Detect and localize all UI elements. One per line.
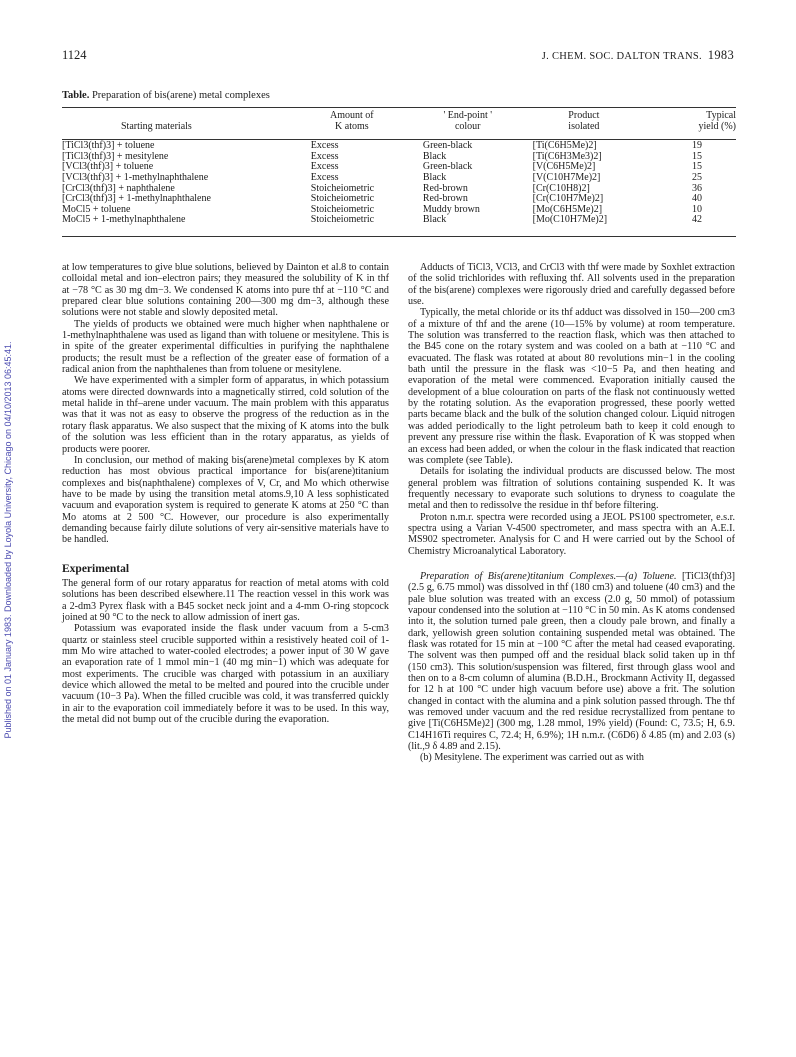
- cell-k-atoms: Stoicheiometric: [310, 193, 375, 205]
- journal-title: J. CHEM. SOC. DALTON TRANS.: [541, 51, 702, 62]
- cell-end-point-colour: Black: [422, 150, 447, 162]
- table-bottom-rule: [62, 236, 736, 237]
- cell-end-point-colour: Black: [422, 171, 447, 183]
- cell-k-atoms: Excess: [310, 161, 339, 173]
- cell-k-atoms: Excess: [310, 171, 339, 183]
- table-body: [62, 136, 736, 226]
- cell-yield: 36: [692, 182, 702, 194]
- cell-yield: 42: [692, 214, 702, 226]
- cell-starting-materials: [CrCl3(thf)3] + naphthalene: [62, 182, 175, 194]
- cell-end-point-colour: Red-brown: [422, 193, 468, 205]
- subsection-title: Preparation of Bis(arene)titanium Complexes.—(a) Toluene.: [420, 570, 677, 582]
- cell-k-atoms: Excess: [310, 140, 339, 152]
- table-caption-label: Table.: [62, 90, 90, 101]
- download-stamp: [0, 0, 16, 1057]
- paragraph: (b) Mesitylene. The experiment was carried out as with: [420, 752, 644, 764]
- complexes-table: [62, 111, 736, 226]
- header-end-point-colour: ' End-point ' colour: [443, 110, 493, 132]
- cell-end-point-colour: Green-black: [422, 140, 473, 152]
- paragraph: In conclusion, our method of making bis(arene)metal complexes by K atom reduction has most obvious practical importance for bis(arene)titanium complexes and bis(naphthalene) complexes of V, Cr, and Mo which otherwise have to be made by using the transition metal atoms.9,10 A less sophisticated vacuum and evaporation system is required to generate K atoms at 250 °C than Mo atoms at 2 500 °C. However, our procedure is also experimentally demanding because fairly dilute solutions of very air-sensitive materials have to be handled.: [62, 454, 389, 546]
- table-row: [62, 152, 736, 163]
- paragraph: The general form of our rotary apparatus for reaction of metal atoms with cold solutions has been described elsewhere.11 The reaction vessel in this work was a 2-dm3 Pyrex flask with a B45 socket neck joint and a 4-mm O-ring stopcock joined at 90 °C to the neck to allow admission of inert gas.: [62, 577, 389, 623]
- cell-product: [Mo(C6H5Me)2]: [532, 203, 603, 215]
- cell-yield: 19: [692, 140, 702, 152]
- header-starting-materials: Starting materials: [120, 120, 192, 132]
- journal-header: [542, 48, 734, 63]
- cell-end-point-colour: Green-black: [422, 161, 473, 173]
- cell-k-atoms: Stoicheiometric: [310, 182, 375, 194]
- journal-year: 1983: [707, 48, 734, 62]
- subsection-paragraph: [408, 571, 735, 753]
- table-row: [62, 173, 736, 184]
- cell-yield: 15: [692, 150, 702, 162]
- table-caption: [62, 90, 270, 101]
- cell-yield: 10: [692, 203, 702, 215]
- cell-end-point-colour: Muddy brown: [422, 203, 480, 215]
- cell-yield: 40: [692, 193, 702, 205]
- table-header-row: [62, 111, 736, 136]
- table-row: [62, 136, 736, 152]
- table-top-rule: [62, 107, 736, 108]
- table-row: [62, 215, 736, 226]
- cell-starting-materials: [CrCl3(thf)3] + 1-methylnaphthalene: [62, 193, 211, 205]
- subsection-text: [TiCl3(thf)3] (2.5 g, 6.75 mmol) was dissolved in thf (180 cm3) and toluene (40 cm3) and the pale blue solution was treated with an excess (2.0 g, 50 mmol) of potassium vapour condensed into the solution at −110 °C in 50 min. As K atoms condensed into it, the solution turned pale green, then a cloudy pale brown, and finally a dark, yellowish green solution containing suspended metal was obtained. The flask was rotated for 15 min at −100 °C after the metal had ceased evaporating. The solvent was then pumped off and the residual black solid taken up in thf (150 cm3). This solution/suspension was filtered, first through glass wool and then on to a 8-cm column of alumina (B.D.H., Brockmann Activity II, degassed for 12 h at 100 °C under high vacuum before use) above a frit. The solution changed in contact with the alumina and a pink solution passed through. The thf was removed under vacuum and the red residue recrystallized from pentane to give [Ti(C6H5Me)2] (300 mg, 1.28 mmol, 19% yield) (Found: C, 73.5; H, 6.9. C14H16Ti requires C, 72.4; H, 6.9%); 1H n.m.r. (C6D6) δ 4.85 (m) and 2.03 (s) (lit.,9 δ 4.89 and 2.15).: [408, 570, 736, 753]
- paragraph: Typically, the metal chloride or its thf adduct was dissolved in 150—200 cm3 of a mixture of thf and the arene (10—15% by volume) at room temperature. The solution was transferred to the reaction flask, which was then attached to the B45 cone on the rotary system and was cooled on a bath at −110 °C and evacuated. The flask was rotated at about 80 revolutions min−1 in the cooling bath until the pressure in the flask was <10−5 Pa, and then heating and evaporation of the metal were commenced. Evaporation initially caused the development of a blue colouration on parts of the flask not continuously wetted by the rotating solution. As the evaporation progressed, these poorly wetted parts became black and the bulk of the solution changed colour. Liquid nitrogen was added periodically to the light petroleum bath to keep it cold enough to prevent any pressure rise within the flask. Evaporation of K was stopped when an excess had been added, or when the colour in the flask indicated that reaction was complete (see Table).: [408, 307, 735, 466]
- section-heading-experimental: Experimental: [62, 562, 130, 575]
- cell-end-point-colour: Black: [422, 214, 447, 226]
- paragraph: at low temperatures to give blue solutions, believed by Dainton et al.8 to contain colloidal metal and ion–electron pairs; they measured the solubility of K in thf at −78 °C as 30 mg dm−3. We condensed K atoms into pure thf at −110 °C and prepared clear blue solutions containing 200—300 mg dm−3, although these solutions were not stable and slowly deposited metal.: [62, 262, 389, 319]
- paragraph: Details for isolating the individual products are discussed below. The most general problem was filtration of solutions containing suspended K. It was frequently necessary to evaporate such solutions to dryness to coagulate the metal and then to redissolve the residue in thf before filtering.: [408, 466, 735, 512]
- cell-product: [Mo(C10H7Me)2]: [532, 214, 608, 226]
- paragraph: Proton n.m.r. spectra were recorded using a JEOL PS100 spectrometer, e.s.r. spectra using a Varian V-4500 spectrometer, and mass spectra with an A.E.I. MS902 spectrometer. Analysis for C and H were carried out by the School of Chemistry Microanalytical Laboratory.: [408, 511, 735, 557]
- cell-product: [V(C10H7Me)2]: [532, 171, 601, 183]
- paragraph: Adducts of TiCl3, VCl3, and CrCl3 with thf were made by Soxhlet extraction of the solid trichlorides with refluxing thf. All solvents used in the preparation of the bis(arene) complexes were rigorously dried and carefully degassed before use.: [408, 262, 735, 308]
- cell-product: [Ti(C6H3Me3)2]: [532, 150, 602, 162]
- header-k-atoms: Amount of K atoms: [330, 110, 374, 132]
- cell-starting-materials: MoCl5 + 1-methylnaphthalene: [62, 214, 186, 226]
- cell-starting-materials: [TiCl3(thf)3] + toluene: [62, 140, 155, 152]
- paragraph: We have experimented with a simpler form of apparatus, in which potassium atoms were directed downwards into a magnetically stirred, cold solution of the metal halide in thf–arene under vacuum. The main problem with this apparatus was that it was not as easy to observe the progress of the reduction as in the rotary flask apparatus. We also suspect that the mixing of K atoms into the bulk of the solution was less efficient than in the rotary apparatus, as yields of products were poorer.: [62, 375, 389, 455]
- cell-starting-materials: [VCl3(thf)3] + 1-methylnaphthalene: [62, 171, 209, 183]
- cell-end-point-colour: Red-brown: [422, 182, 468, 194]
- cell-starting-materials: [VCl3(thf)3] + toluene: [62, 161, 154, 173]
- cell-k-atoms: Excess: [310, 150, 339, 162]
- cell-starting-materials: [TiCl3(thf)3] + mesitylene: [62, 150, 169, 162]
- page-header: [62, 48, 734, 62]
- header-yield: Typical yield (%): [698, 110, 736, 132]
- table-caption-text: Preparation of bis(arene) metal complexes: [91, 90, 270, 101]
- cell-yield: 25: [692, 171, 702, 183]
- cell-product: [Cr(C10H7Me)2]: [532, 193, 604, 205]
- right-column: [408, 262, 735, 764]
- cell-starting-materials: MoCl5 + toluene: [62, 203, 131, 215]
- cell-yield: 15: [692, 161, 702, 173]
- page-number: 1124: [62, 48, 87, 62]
- header-product: Product isolated: [568, 110, 600, 132]
- paragraph: Potassium was evaporated inside the flask under vacuum from a 5-cm3 quartz or stainless steel crucible supported within a resistively heated coil of 1-mm Mo wire attached to water-cooled electrodes; a power input of 30 W gave an evaporation rate of 1 mmol min−1 (40 mg min−1) which was adequate for most experiments. The crucible was charged with potassium in an auxiliary device which allowed the metal to be melted and poured into the crucible under vacuum (10−3 Pa). When the filled crucible was cold, it was transferred quickly in air to the evaporation coil immediately before it was to be used. In this way, the metal did not bump out of the crucible during the evaporation.: [62, 623, 389, 726]
- paragraph: The yields of products we obtained were much higher when naphthalene or 1-methylnaphthalene was used as ligand than with toluene or mesitylene. This is in spite of the greater experimental difficulties in purifying the naphthalene products; the result must be a reflection of the greater ease of formation of a radical anion from the naphthalenes than from toluene or mesitylene.: [62, 318, 389, 376]
- cell-product: [V(C6H5Me)2]: [532, 161, 596, 173]
- cell-k-atoms: Stoicheiometric: [310, 214, 375, 226]
- cell-k-atoms: Stoicheiometric: [310, 203, 375, 215]
- download-stamp-text: Published on 01 January 1983. Downloaded by Loyola University, Chicago on 04/10/2013 06:45:41.: [3, 341, 13, 739]
- left-column: [62, 262, 389, 725]
- table-row: [62, 194, 736, 205]
- cell-product: [Cr(C10H8)2]: [532, 182, 590, 194]
- cell-product: [Ti(C6H5Me)2]: [532, 140, 597, 152]
